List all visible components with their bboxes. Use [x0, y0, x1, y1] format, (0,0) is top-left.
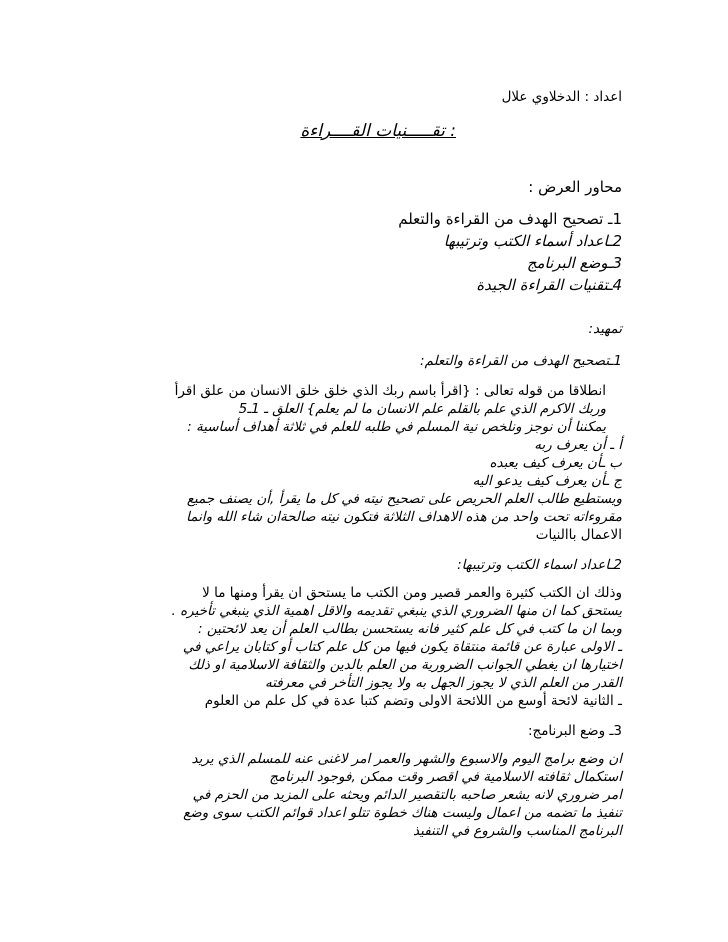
outline-item: 4ـتقنيات القراءة الجيدة — [476, 276, 622, 294]
intro-line: انطلاقا من قوله تعالى : {اقرأ باسم ربك الذي خلق خلق الانسان من علق اقرأ — [174, 383, 606, 399]
intro-line: أ ـ أن يعرف ربه — [534, 437, 622, 453]
outline-item: 1ـ تصحيح الهدف من القراءة والتعلم — [398, 210, 622, 228]
books-line: القدر من العلم الذي لا يجوز الجهل به ولا يجوز التأخر في معرفته — [264, 675, 622, 691]
program-line: البرنامج المناسب والشروع في التنفيذ — [413, 823, 622, 839]
intro-line: ب ـأن يعرف كيف يعبده — [489, 455, 622, 471]
program-line: تنفيذ ما تضمه من اعمال وليست هناك خطوة تتلو اعداد قوائم الكتب سوى وضع — [183, 805, 622, 821]
intro-heading: تمهيد: — [588, 321, 622, 337]
prepared-by: اعداد : الدخلاوي علال — [501, 89, 622, 105]
program-line: امر ضروري لانه يشعر صاحبه بالتقصير الدائم ويحثه على المزيد من الحزم في — [192, 787, 622, 803]
intro-subheading: 1ـتصحيح الهدف من القراءة والتعلم: — [420, 353, 622, 369]
books-line: وذلك ان الكتب كثيرة والعمر قصير ومن الكتب ما يستحق ان يقرأ ومنها ما لا — [202, 585, 622, 601]
program-line: ان وضع برامج اليوم والاسبوع والشهر والعمر امر لاغنى عنه للمسلم الذي يريد — [191, 751, 622, 767]
program-line: استكمال ثقافته الاسلامية في اقصر وقت ممكن ,فوجود البرنامج — [269, 769, 622, 785]
books-line: وبما ان ما كتب في كل علم كثير فانه يستحسن بطالب العلم أن يعد لائحتين : — [198, 621, 622, 637]
intro-line: يمكننا أن نوجز ونلخص نية المسلم في طلبه للعلم في ثلاثة أهداف أساسية : — [187, 419, 606, 435]
outline-heading: محاور العرض : — [528, 178, 622, 196]
intro-line: الاعمال باالنيات — [535, 527, 622, 543]
books-line: ـ الاولى عبارة عن قائمة منتقاة يكون فيها من كل علم كتاب أو كتابان يراعي في — [182, 639, 622, 655]
intro-line: ج ـأن يعرف كيف يدعو اليه — [472, 473, 622, 489]
outline-item: 2ـاعداد أسماء الكتب وترتيبها — [443, 232, 622, 250]
intro-line: مقروءاته تحت واحد من هذه الاهداف الثلاثة فتكون نيته صالحةان شاء الله وانما — [186, 509, 622, 525]
books-line: ـ الثانية لائحة أوسع من اللائحة الاولى وتضم كتبا عدة في كل علم من العلوم — [204, 693, 622, 709]
intro-line: وربك الاكرم الذي علم بالقلم علم الانسان ما لم يعلم} العلق ـ 1ـ5 — [238, 401, 606, 417]
program-heading: 3ـ وضع البرنامج: — [527, 723, 622, 739]
books-heading: 2ـاعداد اسماء الكتب وترتيبها: — [457, 557, 622, 573]
page-title: : تقـــــنيات القــــراءة — [300, 121, 456, 141]
outline-item: 3ـوضع البرنامج — [526, 254, 622, 272]
books-line: اختيارها ان يغطي الجوانب الضرورية من العلم بالدين والثقافة الاسلامية او ذلك — [188, 657, 622, 673]
intro-line: ويستطيع طالب العلم الحريص على تصحيح نيته في كل ما يقرأ ,أن يصنف جميع — [186, 491, 622, 507]
books-line: يستحق كما ان منها الضروري الذي ينبغي تقديمه والاقل اهمية الذي ينبغي تأخيره . — [171, 603, 622, 619]
